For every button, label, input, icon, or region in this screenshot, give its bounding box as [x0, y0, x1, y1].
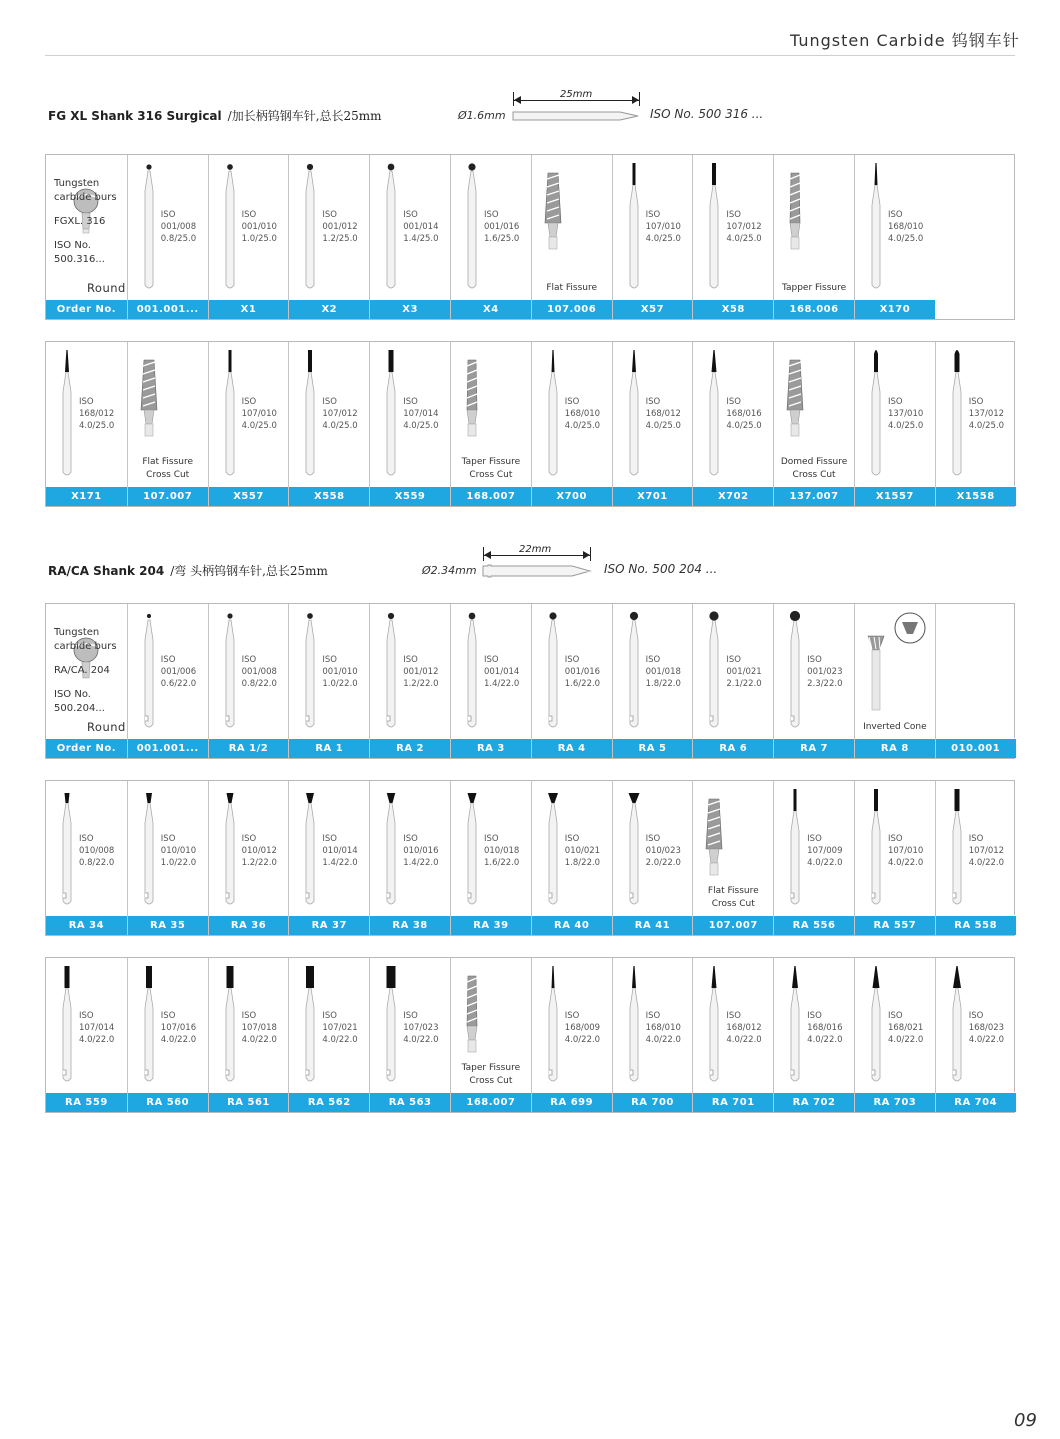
- order-number-label: X170: [855, 299, 935, 319]
- intro-line: ISO No.: [54, 689, 91, 700]
- order-number-label: X171: [46, 486, 127, 506]
- product-caption: Inverted Cone: [863, 722, 927, 732]
- product-cell: [531, 604, 612, 758]
- intro-line: FGXL. 316: [54, 216, 106, 227]
- iso-spec: ISO 010/016 1.4/22.0: [403, 834, 439, 868]
- product-cell: [692, 342, 773, 506]
- product-cell: [773, 604, 854, 758]
- order-number-label: RA 703: [855, 1092, 935, 1112]
- order-number-label: X57: [613, 299, 693, 319]
- order-number-label: 168.006: [774, 299, 854, 319]
- inverted-cone-bur-icon: [855, 604, 935, 738]
- iso-spec: ISO 107/012 4.0/22.0: [968, 834, 1005, 868]
- iso-spec: ISO 107/018 4.0/22.0: [241, 1011, 277, 1045]
- intro-line: 500.204...: [54, 703, 105, 714]
- iso-spec: ISO 107/014 4.0/25.0: [403, 397, 439, 431]
- intro-line: Tungsten: [54, 627, 100, 638]
- iso-spec: ISO 107/023 4.0/22.0: [403, 1011, 439, 1045]
- order-number-label: X1558: [936, 486, 1016, 506]
- iso-spec: ISO 168/012 4.0/25.0: [79, 397, 115, 431]
- product-cell: [450, 781, 531, 935]
- iso-spec: ISO 168/023 4.0/22.0: [968, 1011, 1005, 1045]
- product-grid-row: [45, 341, 1015, 507]
- section-title-zh: /弯 头柄钨钢车针,总长25mm: [170, 564, 328, 578]
- product-cell: [127, 342, 208, 506]
- order-number-label: RA 8: [855, 738, 935, 758]
- product-cell: [612, 604, 693, 758]
- product-cell: [854, 155, 935, 319]
- product-cell: [854, 342, 935, 506]
- order-number-label: RA 40: [532, 915, 612, 935]
- order-number-label: RA 561: [209, 1092, 289, 1112]
- iso-spec: ISO 010/018 1.6/22.0: [483, 834, 520, 868]
- iso-spec: ISO 107/016 4.0/22.0: [160, 1011, 197, 1045]
- product-intro-text: [54, 626, 117, 716]
- iso-spec: ISO 168/010 4.0/22.0: [645, 1011, 681, 1045]
- order-number-label: X558: [289, 486, 369, 506]
- order-number-label: X557: [209, 486, 289, 506]
- order-number-label: RA 2: [370, 738, 450, 758]
- order-number-label: 107.007: [693, 915, 773, 935]
- product-cell: [288, 781, 369, 935]
- order-number-label: RA 38: [370, 915, 450, 935]
- iso-spec: ISO 010/010 1.0/22.0: [160, 834, 197, 868]
- shank-length-label: 25mm: [560, 89, 593, 100]
- product-cell: [773, 781, 854, 935]
- product-intro-cell: [46, 155, 127, 319]
- product-caption: Tapper Fissure: [781, 283, 847, 293]
- iso-spec: ISO 001/012 1.2/25.0: [322, 210, 358, 244]
- product-cell: [369, 958, 450, 1112]
- order-number-label: X701: [613, 486, 693, 506]
- header-divider: [45, 55, 1015, 56]
- product-intro-text: [54, 177, 117, 267]
- product-cell: [854, 958, 935, 1112]
- order-number-label: RA 702: [774, 1092, 854, 1112]
- product-cell: [46, 958, 127, 1112]
- iso-spec: ISO 168/016 4.0/22.0: [807, 1011, 843, 1045]
- shank-diameter: Ø2.34mm: [422, 564, 477, 577]
- shank-diameter: Ø1.6mm: [458, 109, 506, 122]
- order-number-label: RA 6: [693, 738, 773, 758]
- order-number-label: 001.001...: [128, 738, 208, 758]
- iso-spec: ISO 001/018 1.8/22.0: [645, 655, 681, 689]
- product-cell: [773, 342, 854, 506]
- product-cell: [450, 155, 531, 319]
- intro-line: carbide burs: [54, 641, 117, 652]
- iso-spec: ISO 010/014 1.4/22.0: [322, 834, 358, 868]
- product-cell: [773, 155, 854, 319]
- order-number-label: RA 1: [289, 738, 369, 758]
- order-number-label: RA 699: [532, 1092, 612, 1112]
- intro-line: carbide burs: [54, 192, 117, 203]
- ra-shank-outline-icon: [482, 563, 594, 579]
- order-number-label: X1: [209, 299, 289, 319]
- product-cell: [46, 342, 127, 506]
- product-cell: [692, 155, 773, 319]
- iso-spec: ISO 107/010 4.0/25.0: [645, 210, 681, 244]
- product-cell: [531, 342, 612, 506]
- product-cell: [208, 604, 289, 758]
- section-title: [48, 107, 382, 124]
- product-cell: [450, 958, 531, 1112]
- iso-spec: ISO 168/016 4.0/25.0: [726, 397, 762, 431]
- iso-spec: ISO 107/014 4.0/22.0: [79, 1011, 115, 1045]
- order-number-label: RA 556: [774, 915, 854, 935]
- shank-length-diagram: [512, 89, 642, 128]
- order-number-label: X702: [693, 486, 773, 506]
- iso-spec: ISO 137/012 4.0/25.0: [968, 397, 1005, 431]
- iso-spec: ISO 168/021 4.0/22.0: [887, 1011, 924, 1045]
- order-number-label: 168.007: [451, 1092, 531, 1112]
- order-number-label: 168.007: [451, 486, 531, 506]
- product-cell: [612, 155, 693, 319]
- iso-spec: ISO 001/016 1.6/22.0: [564, 655, 601, 689]
- product-grid-row: [45, 603, 1015, 759]
- iso-spec: ISO 001/023 2.3/22.0: [807, 655, 843, 689]
- shank-length-label: 22mm: [519, 544, 552, 555]
- product-cell: [208, 781, 289, 935]
- product-cell: [369, 781, 450, 935]
- order-number-label: RA 35: [128, 915, 208, 935]
- order-number-label: RA 704: [936, 1092, 1016, 1112]
- product-cell: [127, 155, 208, 319]
- order-number-label: RA 560: [128, 1092, 208, 1112]
- product-cell: [935, 604, 1016, 758]
- iso-spec: ISO 107/010 4.0/25.0: [241, 397, 277, 431]
- product-cell: [531, 155, 612, 319]
- product-grid-row: [45, 154, 1015, 320]
- order-number-label: RA 1/2: [209, 738, 289, 758]
- iso-spec: ISO 010/021 1.8/22.0: [564, 834, 601, 868]
- order-number-label: Order No.: [46, 299, 127, 319]
- page-number: 09: [1014, 1410, 1037, 1431]
- iso-spec: ISO 168/010 4.0/25.0: [887, 210, 924, 244]
- iso-spec: ISO 168/010 4.0/25.0: [564, 397, 601, 431]
- product-caption: Flat Fissure Cross Cut: [142, 457, 194, 480]
- flat-fissure-bur-icon: [532, 155, 612, 299]
- iso-spec: ISO 001/021 2.1/22.0: [726, 655, 762, 689]
- order-number-label: RA 41: [613, 915, 693, 935]
- product-caption: Taper Fissure Cross Cut: [461, 1063, 521, 1086]
- intro-line: ISO No.: [54, 240, 91, 251]
- order-number-label: RA 36: [209, 915, 289, 935]
- order-number-label: X2: [289, 299, 369, 319]
- iso-spec: ISO 137/010 4.0/25.0: [887, 397, 924, 431]
- order-number-label: X559: [370, 486, 450, 506]
- iso-spec: ISO 001/014 1.4/25.0: [403, 210, 439, 244]
- iso-spec: ISO 168/012 4.0/25.0: [645, 397, 681, 431]
- shank-length-diagram: [482, 544, 594, 583]
- product-cell: [612, 958, 693, 1112]
- product-caption: Round: [86, 281, 126, 295]
- product-caption: Flat Fissure: [546, 283, 598, 293]
- product-cell: [208, 155, 289, 319]
- product-cell: [531, 958, 612, 1112]
- product-cell: [288, 958, 369, 1112]
- product-intro-cell: [46, 604, 127, 758]
- iso-spec: ISO 001/010 1.0/22.0: [322, 655, 358, 689]
- section-title-zh: /加长柄钨钢车针,总长25mm: [227, 109, 382, 123]
- iso-spec: ISO 001/016 1.6/25.0: [483, 210, 520, 244]
- iso-spec: ISO 010/023 2.0/22.0: [645, 834, 681, 868]
- section-title-bold: FG XL Shank 316 Surgical: [48, 109, 222, 123]
- product-cell: [531, 781, 612, 935]
- product-cell: [773, 958, 854, 1112]
- order-number-label: RA 558: [936, 915, 1016, 935]
- product-cell: [369, 342, 450, 506]
- page-header-title: Tungsten Carbide 钨钢车针: [790, 31, 1020, 50]
- product-cell: [208, 342, 289, 506]
- section-title: [48, 562, 328, 579]
- taper-fissure-bur-icon: [774, 155, 854, 299]
- intro-line: RA/CA. 204: [54, 665, 110, 676]
- intro-line: Tungsten: [54, 178, 100, 189]
- iso-spec: ISO 001/006 0.6/22.0: [160, 655, 197, 689]
- product-cell: [450, 604, 531, 758]
- iso-spec: ISO 107/021 4.0/22.0: [322, 1011, 358, 1045]
- iso-spec: ISO 107/009 4.0/22.0: [807, 834, 843, 868]
- order-number-label: RA 34: [46, 915, 127, 935]
- product-cell: [692, 781, 773, 935]
- iso-number: ISO No. 500 316 ...: [650, 107, 764, 121]
- order-number-label: RA 4: [532, 738, 612, 758]
- product-grid-row: [45, 957, 1015, 1113]
- product-cell: [854, 604, 935, 758]
- order-number-label: RA 39: [451, 915, 531, 935]
- product-cell: [935, 781, 1016, 935]
- order-number-label: 107.007: [128, 486, 208, 506]
- order-number-label: RA 563: [370, 1092, 450, 1112]
- order-number-label: X1557: [855, 486, 935, 506]
- product-cell: [369, 155, 450, 319]
- iso-spec: ISO 001/010 1.0/25.0: [241, 210, 277, 244]
- product-cell: [854, 781, 935, 935]
- product-cell: [692, 604, 773, 758]
- order-number-label: 001.001...: [128, 299, 208, 319]
- iso-spec: ISO 001/014 1.4/22.0: [483, 655, 520, 689]
- product-grid-row: [45, 780, 1015, 936]
- product-cell: [935, 342, 1016, 506]
- product-cell: [288, 155, 369, 319]
- product-cell: [612, 781, 693, 935]
- product-caption: Taper Fissure Cross Cut: [461, 457, 521, 480]
- product-cell: [127, 604, 208, 758]
- order-number-label: RA 559: [46, 1092, 127, 1112]
- iso-spec: ISO 168/012 4.0/22.0: [726, 1011, 762, 1045]
- product-cell: [127, 781, 208, 935]
- order-number-label: X700: [532, 486, 612, 506]
- product-cell: [46, 781, 127, 935]
- product-cell: [935, 958, 1016, 1112]
- order-number-label: RA 3: [451, 738, 531, 758]
- iso-spec: ISO 168/009 4.0/22.0: [564, 1011, 601, 1045]
- order-number-label: RA 557: [855, 915, 935, 935]
- product-caption: Domed Fissure Cross Cut: [780, 457, 848, 480]
- product-caption: Round: [86, 720, 126, 734]
- product-caption: Flat Fissure Cross Cut: [707, 886, 759, 909]
- order-number-label: RA 5: [613, 738, 693, 758]
- order-number-label: RA 7: [774, 738, 854, 758]
- product-cell: [692, 958, 773, 1112]
- order-number-label: Order No.: [46, 738, 127, 758]
- iso-spec: ISO 001/008 0.8/25.0: [160, 210, 197, 244]
- product-cell: [288, 342, 369, 506]
- iso-spec: ISO 001/012 1.2/22.0: [403, 655, 439, 689]
- intro-line: 500.316...: [54, 254, 105, 265]
- order-number-label: RA 700: [613, 1092, 693, 1112]
- iso-spec: ISO 010/008 0.8/22.0: [79, 834, 115, 868]
- order-number-label: X4: [451, 299, 531, 319]
- order-number-label: 010.001: [936, 738, 1016, 758]
- shank-outline-icon: [512, 108, 642, 124]
- order-number-label: X3: [370, 299, 450, 319]
- section-title-bold: RA/CA Shank 204: [48, 564, 165, 578]
- iso-spec: ISO 001/008 0.8/22.0: [241, 655, 277, 689]
- product-cell: [450, 342, 531, 506]
- product-cell: [288, 604, 369, 758]
- iso-spec: ISO 010/012 1.2/22.0: [241, 834, 277, 868]
- order-number-label: RA 701: [693, 1092, 773, 1112]
- iso-spec: ISO 107/012 4.0/25.0: [322, 397, 358, 431]
- order-number-label: 107.006: [532, 299, 612, 319]
- product-cell: [612, 342, 693, 506]
- order-number-label: RA 37: [289, 915, 369, 935]
- iso-spec: ISO 107/010 4.0/22.0: [887, 834, 924, 868]
- product-cell: [208, 958, 289, 1112]
- iso-number: ISO No. 500 204 ...: [604, 562, 718, 576]
- order-number-label: RA 562: [289, 1092, 369, 1112]
- product-cell: [127, 958, 208, 1112]
- product-cell: [369, 604, 450, 758]
- iso-spec: ISO 107/012 4.0/25.0: [726, 210, 762, 244]
- order-number-label: 137.007: [774, 486, 854, 506]
- order-number-label: X58: [693, 299, 773, 319]
